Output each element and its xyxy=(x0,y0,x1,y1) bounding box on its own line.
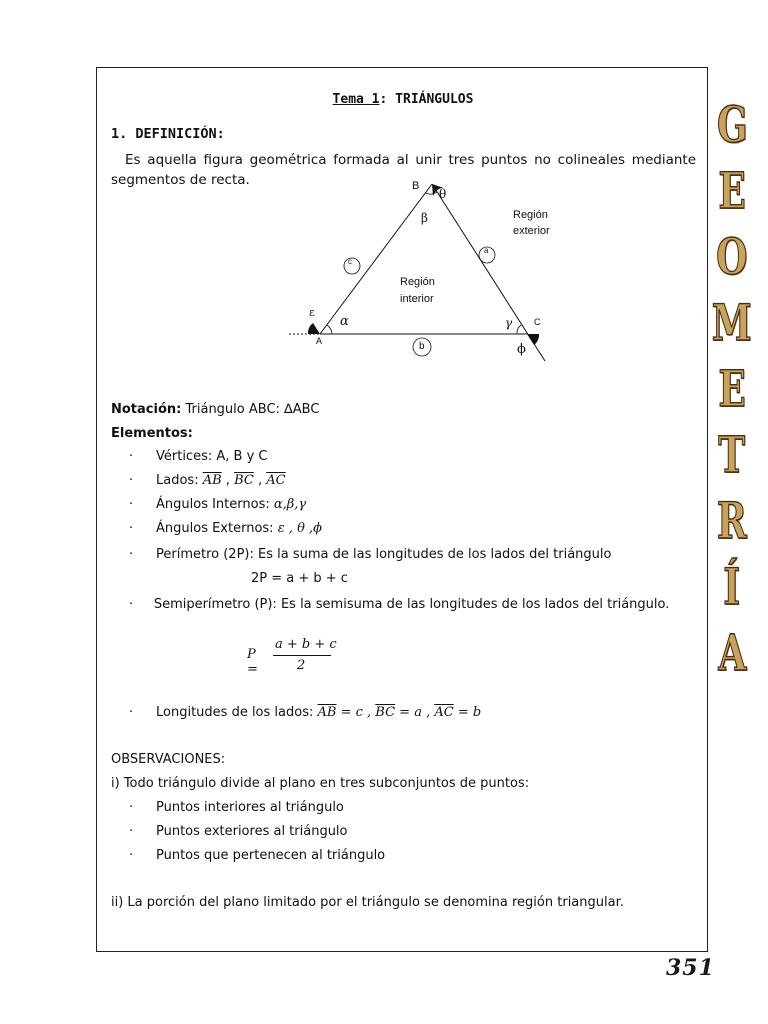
list-item: · Ángulos Externos: ε , θ ,ϕ xyxy=(129,521,323,536)
vertical-letter: A xyxy=(718,623,746,682)
vertical-letter: O xyxy=(716,227,748,286)
side-a-label: a xyxy=(484,246,489,255)
region-interior-label-2: interior xyxy=(400,293,434,305)
vertex-c-label: C xyxy=(534,317,541,327)
region-exterior-label-1: Región xyxy=(513,209,548,221)
list-item: · Puntos interiores al triángulo xyxy=(129,800,344,815)
vertical-letter: G xyxy=(716,95,748,154)
list-item: · Puntos que pertenecen al triángulo xyxy=(129,848,386,863)
list-item: · Lados: $\overline{AB}$ , $\overline{BC}$ , $\overline{AC}$ xyxy=(129,473,286,488)
segment-bc: $\overline{BC}$ xyxy=(234,473,254,488)
beta-label: β xyxy=(421,211,428,225)
page-title: Tema 1: TRIÁNGULOS xyxy=(332,92,474,107)
notation-line: Notación: Triángulo ABC: ∆ABC xyxy=(111,402,320,417)
epsilon-angle-mark xyxy=(308,323,320,334)
vertical-letter: R xyxy=(717,491,747,550)
segment-ac: $\overline{AC}$ xyxy=(266,473,286,488)
list-item: · Longitudes de los lados: $\overline{AB} = c$ , $\overline{BC} = a$ , $\overline{AC} = b$ xyxy=(129,705,482,720)
vertical-letter: E xyxy=(718,161,746,220)
vertical-letter: M xyxy=(712,293,752,352)
page-number: 351 xyxy=(666,955,715,981)
alpha-arc xyxy=(327,325,332,334)
gamma-arc xyxy=(517,325,521,334)
theta-label: θ xyxy=(439,187,447,201)
definition-text: Es aquella figura geométrica formada al unir tres puntos no colineales mediante segmentos de recta. xyxy=(111,152,696,188)
vertical-letter: E xyxy=(718,359,746,418)
phi-label: ϕ xyxy=(517,342,526,357)
internal-angles: α,β,γ xyxy=(273,497,307,512)
external-angles: ε , θ ,ϕ xyxy=(277,521,323,536)
beta-arc xyxy=(426,192,437,194)
list-item: · Puntos exteriores al triángulo xyxy=(129,824,348,839)
observation-i: i) Todo triángulo divide al plano en tres subconjuntos de puntos: xyxy=(111,776,530,791)
vertical-letter: Í xyxy=(723,557,741,616)
side-b-label: b xyxy=(419,341,425,352)
vertical-subject-title xyxy=(712,92,752,686)
epsilon-label: ε xyxy=(309,306,315,319)
region-exterior-label-2: exterior xyxy=(513,225,550,237)
section-heading: 1. DEFINICIÓN: xyxy=(111,126,225,142)
vertex-a-label: A xyxy=(316,336,323,346)
side-c-circle xyxy=(344,258,360,274)
gamma-label: γ xyxy=(505,316,513,330)
side-c-label: c xyxy=(348,257,352,266)
side-ab xyxy=(320,184,432,334)
page-frame: Tema 1: TRIÁNGULOS 1. DEFINICIÓN: Es aquella figura geométrica formada al unir tres puntos no colineales mediante segmentos de recta. B θ β Región exterior c a Región interior ε α γ C A b ϕ Notación: Triángulo ABC: ∆ABC Elementos: · Vértices: A, B y C · Lados: $\overline{AB}$ , $\overline{BC}$ , $\overline{AC}$ · Ángulos Internos: α,β,γ · Ángulos Externos: ε , θ ,ϕ · Perímetro (2P): Es la suma de las longitudes de los lados del triángulo 2P = a + b + c · Semiperímetro (P): Es la semisuma de las longitudes de los lados del triángulo. P = a + b + c 2 · Longitudes de los lados: $\overline{AB} = c$ , $\overline{BC} = a$ , $\overline{AC} = b$ OBSERVACIONES: i) Todo triángulo divide al plano en tres subconjuntos de puntos: · Puntos interiores al triángulo · Puntos exteriores al triángulo · Puntos que pertenecen al triángulo ii) La porción del plano limitado por el triángulo se denomina región triangular. xyxy=(96,67,708,952)
list-item: · Ángulos Internos: α,β,γ xyxy=(129,497,307,512)
list-item: · Semiperímetro (P): Es la semisuma de las longitudes de los lados del triángulo. xyxy=(129,597,670,612)
observations-heading: OBSERVACIONES: xyxy=(111,752,226,767)
elements-heading: Elementos: xyxy=(111,426,193,441)
vertex-b-label: B xyxy=(412,180,420,192)
alpha-label: α xyxy=(340,314,349,329)
vertical-letter: T xyxy=(718,425,746,484)
list-item: · Vértices: A, B y C xyxy=(129,449,268,464)
segment-ab: $\overline{AB}$ xyxy=(202,473,222,488)
observation-ii: ii) La porción del plano limitado por el triángulo se denomina región triangular. xyxy=(111,895,624,910)
phi-angle-mark xyxy=(527,334,539,345)
list-item: · Perímetro (2P): Es la suma de las longitudes de los lados del triángulo xyxy=(129,547,612,562)
region-interior-label-1: Región xyxy=(400,276,435,288)
perimeter-formula: 2P = a + b + c xyxy=(251,571,348,586)
